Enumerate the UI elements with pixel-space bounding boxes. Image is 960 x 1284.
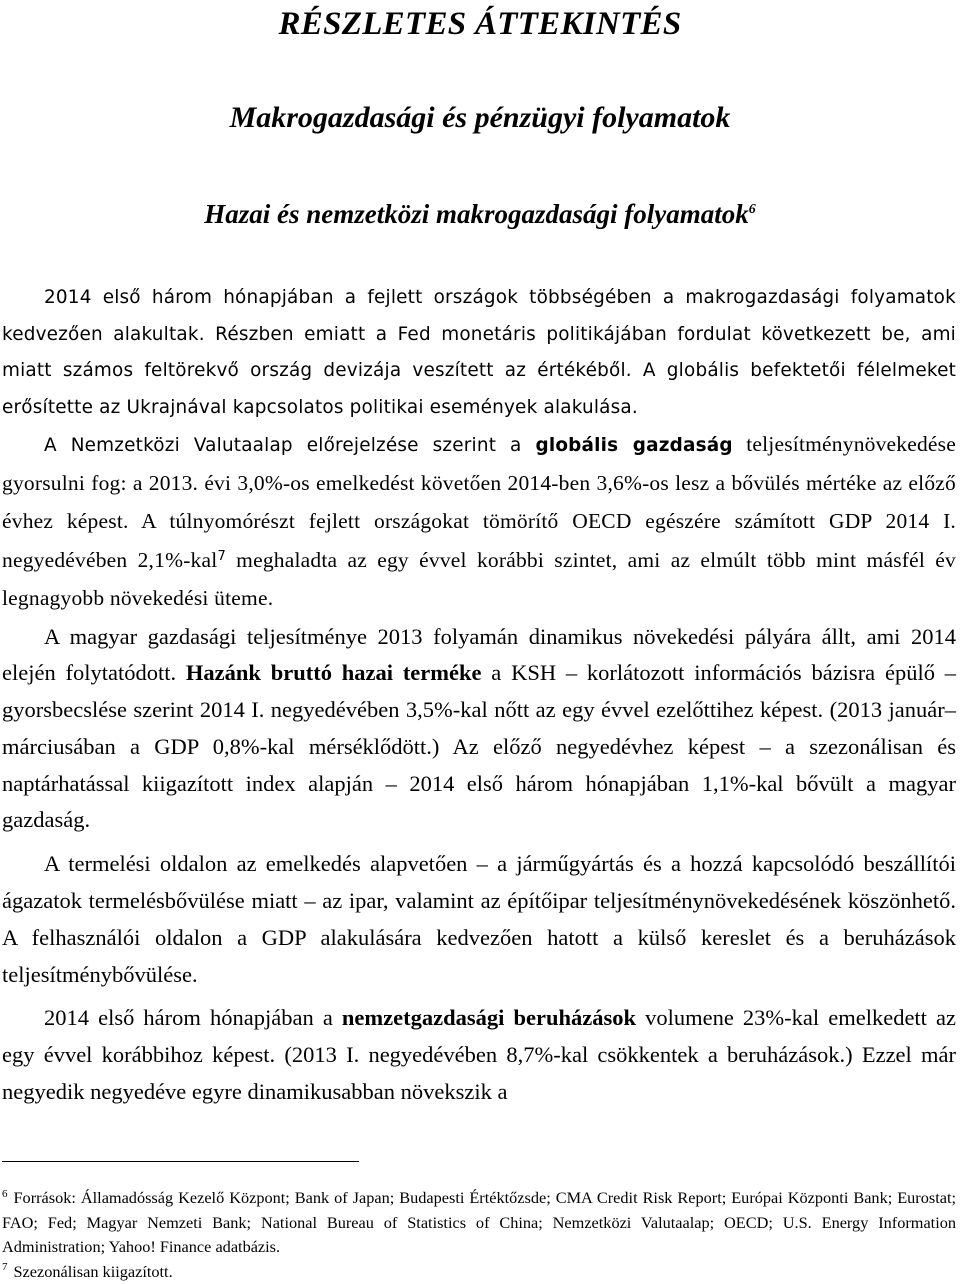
footnote-mark-6: 6	[2, 1188, 8, 1200]
paragraph-invest-bold: nemzetgazdasági beruházások	[342, 1005, 636, 1030]
paragraph-imf-text-b: teljesítménynövekedése gyorsulni fog: a 2013. évi 3,0%-os emelkedést követően 2014-ben 3,6%-os lesz a bővülés mértéke az előző évhez képest. A túlnyomórészt fejlett országokat tömörítő OECD egészére számított GDP 2014 I. negyedévében 2,1%-kal	[2, 432, 956, 572]
chapter-subtitle: Makrogazdasági és pénzügyi folyamatok	[0, 98, 960, 138]
paragraph-hungarian-gdp	[2, 619, 956, 840]
footnote-7	[2, 1260, 956, 1284]
paragraph-imf-bold: globális gazdaság	[535, 435, 732, 456]
paragraph-gdp-text-b: a KSH – korlátozott információs bázisra épülő – gyorsbecslése szerint 2014 I. negyedévében 3,5%-kal nőtt az egy évvel ezelőttihez képest. (2013 január–márciusában a GDP 0,8%-kal mérséklődött.) Az előző negyedévhez képest – a szezonálisan és naptárhatással kiigazított index alapján – 2014 első három hónapjában 1,1%-kal bővült a magyar gazdaság.	[2, 660, 956, 832]
paragraph-production-side: A termelési oldalon az emelkedés alapvetően – a járműgyártás és a hozzá kapcsolódó beszállítói ágazatok termelésbővülése miatt – az ipar, valamint az építőipar teljesítménynövekedésének köszönhető. A felhasználói oldalon a GDP alakulására kedvezően hatott a külső kereslet és a beruházások teljesítménybővülése.	[2, 846, 956, 993]
paragraph-investments	[2, 1000, 956, 1110]
footnote-6	[2, 1186, 956, 1260]
paragraph-imf-forecast	[2, 426, 956, 619]
footnote-separator	[2, 1161, 359, 1162]
section-heading	[0, 196, 960, 232]
paragraph-invest-text-b: volumene 23%-kal emelkedett az egy évvel korábbihoz képest. (2013 I. negyedévében 8,7%-kal csökkentek a beruházások.) Ezzel már negyedik negyedéve egyre dinamikusabban növekszik a	[2, 1005, 956, 1104]
paragraph-gdp-text-a: A magyar gazdasági teljesítménye 2013 folyamán dinamikus növekedési pályára állt, ami 2014 elején folytatódott.	[2, 624, 956, 686]
paragraph-global-trends: 2014 első három hónapjában a fejlett országok többségében a makrogazdasági folyamatok kedvezően alakultak. Részben emiatt a Fed monetáris politikájában fordulat következett be, ami miatt számos feltörekvő ország devizája veszített az értékéből. A globális befektetői félelmeket erősítette az Ukrajnával kapcsolatos politikai események alakulása.	[2, 280, 956, 426]
paragraph-imf-text-c: meghaladta az egy évvel korábbi szintet, ami az elmúlt több mint másfél év legnagyobb növekedési üteme.	[2, 548, 956, 611]
footnote-ref-6: 6	[749, 202, 756, 217]
paragraph-imf-text-a: A Nemzetközi Valutaalap előrejelzése szerint a	[44, 435, 535, 456]
footnote-text-6: Források: Államadósság Kezelő Központ; Bank of Japan; Budapesti Értéktőzsde; CMA Credit Risk Report; Európai Központi Bank; Eurostat; FAO; Fed; Magyar Nemzeti Bank; National Bureau of Statistics of China; Nemzetközi Valutaalap; OECD; U.S. Energy Information Administration; Yahoo! Finance adatbázis.	[2, 1188, 956, 1256]
footnote-text-7: Szezonálisan kiigazított.	[14, 1262, 173, 1281]
section-heading-text: Hazai és nemzetközi makrogazdasági folyamatok	[204, 199, 749, 229]
footnote-ref-7: 7	[217, 548, 225, 563]
footnote-mark-7: 7	[2, 1261, 8, 1273]
footnotes	[2, 1186, 956, 1284]
page-title: RÉSZLETES ÁTTEKINTÉS	[2, 0, 958, 46]
paragraph-gdp-bold: Hazánk bruttó hazai terméke	[186, 660, 482, 685]
body-text	[2, 280, 956, 1111]
paragraph-invest-text-a: 2014 első három hónapjában a	[44, 1005, 342, 1030]
